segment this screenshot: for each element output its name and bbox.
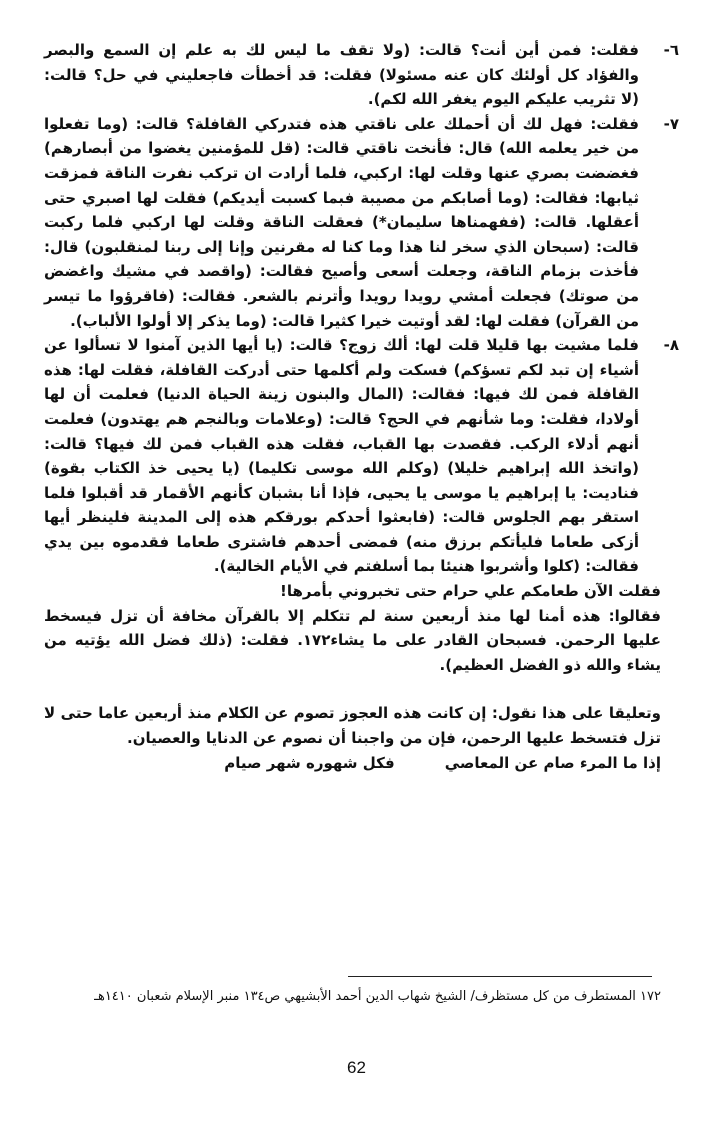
item-text: فقلت: فمن أين أنت؟ قالت: (ولا تقف ما ليس لك به علم إن السمع والبصر والفؤاد كل أولئك كان عنه مسئولا) فقلت: قد أخطأت فاجعليني في حل؟ قالت: (لا تثريب عليكم اليوم يغفر الله لكم). [44, 41, 639, 109]
item-number: -٦ [663, 41, 679, 59]
closing-paragraphs [44, 579, 661, 677]
numbered-item-7 [44, 112, 679, 333]
numbered-item-6 [44, 38, 679, 112]
paragraph: فقلت الآن طعامكم علي حرام حتى تخبروني بأمرها! [279, 582, 661, 601]
item-number: -٨ [663, 336, 679, 355]
spacer [44, 677, 661, 701]
paragraph: فقالوا: هذه أمنا لها منذ أربعين سنة لم تتكلم إلا بالقرآن مخافة أن تزل فيسخط عليها الرحمن. فسبحان القادر على ما يشاء١٧٢. فقلت: (ذلك فضل الله يؤتيه من يشاء والله ذو الفضل العظيم). [44, 606, 661, 674]
commentary-paragraph: وتعليقا على هذا نقول: إن كانت هذه العجوز تصوم عن الكلام منذ أربعين عاما حتى لا تزل فتسخط عليها الرحمن، فإن من واجبنا أن نصوم عن الدنايا والعصيان. [44, 704, 661, 748]
page-number: 62 [347, 1058, 366, 1077]
poetry-verse [44, 751, 661, 776]
verse-second-hemistich: فكل شهوره شهر صيام [224, 753, 395, 772]
footnote-divider [348, 976, 652, 977]
numbered-item-8 [44, 333, 679, 579]
main-text [44, 38, 679, 775]
item-text: فقلت: فهل لك أن أحملك على ناقتي هذه فتدركي القافلة؟ قالت: (وما تفعلوا من خير يعلمه الله) قال: فأنخت ناقتي قالت: (قل للمؤمنين يغضوا من أبصارهم) فغضضت بصري عنها وقلت لها: اركبي، فلما أرادت ان تركب نفرت الناقة فمزقت ثيابها: فقالت: (وما أصابكم من مصيبة فبما كسبت أيديكم) فقلت لها اصبري حتى أعقلها. قالت: (ففهمناها سليمان*) فعقلت الناقة وقلت لها اركبي فلما ركبت قالت: (سبحان الذي سخر لنا هذا وما كنا له مقرنين وإنا إلى ربنا لمنقلبون) قال: فأخذت بزمام الناقة، وجعلت أسعى وأصيح فقالت: (واقصد في مشيك واغضض من صوتك) فجعلت أمشي رويدا رويدا وأترنم بالشعر. فقالت: (فاقرؤوا ما تيسر من القرآن) فقلت لها: لقد أوتيت خيرا كثيرا قالت: (وما يذكر إلا أولوا الألباب). [44, 114, 639, 330]
item-text: فلما مشيت بها قليلا قلت لها: ألك زوج؟ قالت: (يا أيها الذين آمنوا لا تسألوا عن أشياء إن تبد لكم تسؤكم) فسكت ولم أكلمها حتى أدركت القافلة، فقلت لها: هذه القافلة فمن لك فيها: فقالت: (المال والبنون زينة الحياة الدنيا) فعلمت أن لها أولادا، فقلت: وما شأنهم في الحج؟ قالت: (وعلامات وبالنجم هم يهتدون) فعلمت أنهم أدلاء الركب. فقصدت بها القباب، فقلت هذه القباب فمن لك فيها؟ قالت: (واتخذ الله إبراهيم خليلا) (وكلم الله موسى تكليما) (يا يحيى خذ الكتاب بقوة) فناديت: يا إبراهيم يا موسى يا يحيى، فإذا أنا بشبان كأنهم الأقمار قد أقبلوا فلما استقر بهم الجلوس قالت: (فابعثوا أحدكم بورقكم هذه إلى المدينة فلينظر أيها أزكى طعاما فليأتكم برزق منه) فمضى أحدهم فاشترى طعاما فقدموه بين يدي فقالت: (كلوا وأشربوا هنيئا بما أسلفتم في الأيام الخالية). [44, 336, 639, 576]
verse-first-hemistich: إذا ما المرء صام عن المعاصي [444, 753, 661, 772]
footnote: ١٧٢ المستطرف من كل مستظرف/ الشيخ شهاب الدين أحمد الأبشيهي ص١٣٤ منبر الإسلام شعبان ١٤١٠هـ [94, 989, 661, 1004]
commentary-block [44, 701, 661, 775]
item-number: -٧ [663, 114, 679, 133]
